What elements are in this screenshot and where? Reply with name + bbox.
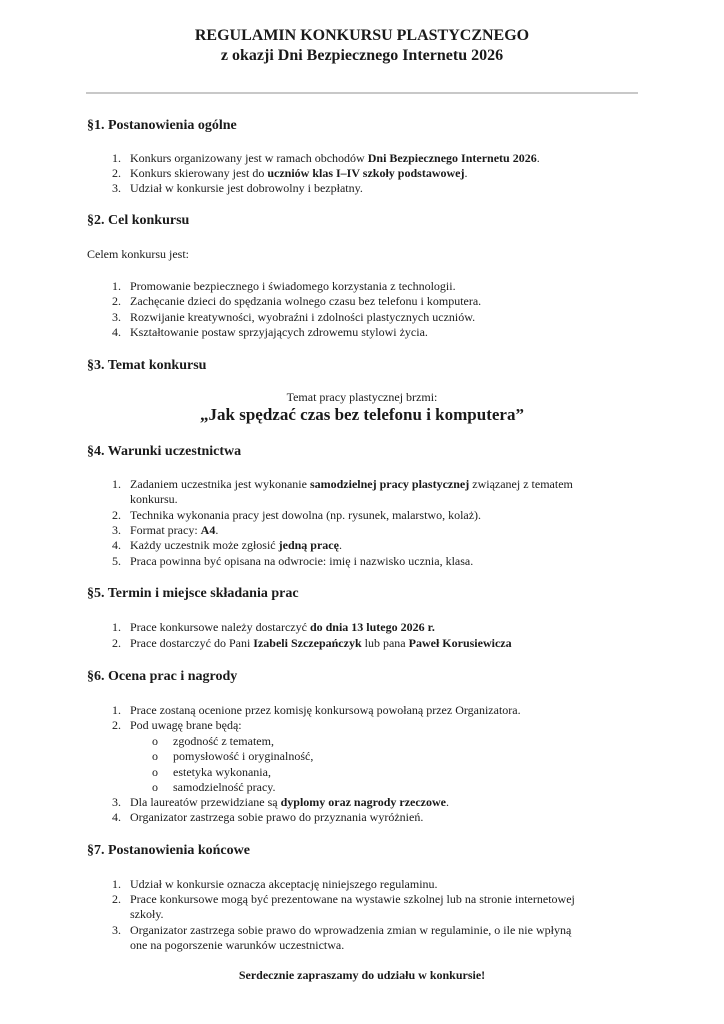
section-6-heading: §6. Ocena prac i nagrody [87,669,238,684]
list-number: 1. [112,703,121,717]
list-item: Prace konkursowe mogą być prezentowane na wystawie szkolnej lub na stronie internetowej [130,892,575,906]
section-3-heading: §3. Temat konkursu [87,358,207,373]
section-4-heading: §4. Warunki uczestnictwa [87,444,242,459]
list-item: Każdy uczestnik może zgłosić jedną pracę. [130,538,342,552]
list-number: 4. [112,810,121,824]
list-number: 4. [112,325,121,339]
list-item-continuation: szkoły. [130,907,164,921]
bullet-marker: o [152,734,158,748]
list-item: Promowanie bezpiecznego i świadomego korzystania z technologii. [130,279,456,293]
section-2-intro: Celem konkursu jest: [87,247,189,261]
bullet-marker: o [152,765,158,779]
list-number: 2. [112,166,121,180]
list-number: 2. [112,508,121,522]
list-item: Konkurs skierowany jest do uczniów klas I–IV szkoły podstawowej. [130,166,468,180]
theme-intro: Temat pracy plastycznej brzmi: [286,390,438,404]
document-subtitle: z okazji Dni Bezpiecznego Internetu 2026 [220,47,504,64]
title-divider [86,92,638,94]
list-number: 2. [112,892,121,906]
list-number: 1. [112,477,121,491]
list-number: 3. [112,795,121,809]
list-item: Rozwijanie kreatywności, wyobraźni i zdolności plastycznych uczniów. [130,310,476,324]
list-number: 1. [112,877,121,891]
list-item-continuation: one na pogorszenie warunków uczestnictwa. [130,938,345,952]
list-number: 5. [112,554,121,568]
list-number: 1. [112,279,121,293]
list-number: 1. [112,151,121,165]
list-item-continuation: konkursu. [130,492,178,506]
list-item: Praca powinna być opisana na odwrocie: imię i nazwisko ucznia, klasa. [130,554,474,568]
list-item: Organizator zastrzega sobie prawo do przyznania wyróżnień. [130,810,424,824]
list-number: 2. [112,718,121,732]
list-item: Format pracy: A4. [130,523,219,537]
list-number: 3. [112,523,121,537]
list-number: 2. [112,636,121,650]
list-number: 3. [112,310,121,324]
list-item: Prace konkursowe należy dostarczyć do dnia 13 lutego 2026 r. [130,620,435,634]
list-item: Prace zostaną ocenione przez komisję konkursową powołaną przez Organizatora. [130,703,521,717]
list-item: Udział w konkursie oznacza akceptację niniejszego regulaminu. [130,877,438,891]
sub-list-item: samodzielność pracy. [173,780,276,794]
sub-list-item: zgodność z tematem, [173,734,274,748]
list-number: 3. [112,923,121,937]
document-title: REGULAMIN KONKURSU PLASTYCZNEGO [194,27,530,44]
list-item: Zadaniem uczestnika jest wykonanie samodzielnej pracy plastycznej związanej z tematem [130,477,573,491]
bullet-marker: o [152,780,158,794]
sub-list-item: estetyka wykonania, [173,765,271,779]
list-number: 4. [112,538,121,552]
bullet-marker: o [152,749,158,763]
list-number: 1. [112,620,121,634]
section-1-heading: §1. Postanowienia ogólne [87,118,237,133]
closing-invitation: Serdecznie zapraszamy do udziału w konkursie! [238,968,486,982]
list-number: 2. [112,294,121,308]
section-2-heading: §2. Cel konkursu [87,213,190,228]
sub-list-item: pomysłowość i oryginalność, [173,749,314,763]
list-item: Dla laureatów przewidziane są dyplomy oraz nagrody rzeczowe. [130,795,450,809]
list-item: Kształtowanie postaw sprzyjających zdrowemu stylowi życia. [130,325,428,339]
list-item: Udział w konkursie jest dobrowolny i bezpłatny. [130,181,363,195]
list-item: Prace dostarczyć do Pani Izabeli Szczepańczyk lub pana Paweł Korusiewicza [130,636,512,650]
theme-title: „Jak spędzać czas bez telefonu i komputera” [200,405,524,424]
list-item: Organizator zastrzega sobie prawo do wprowadzenia zmian w regulaminie, o ile nie wpłyną [130,923,572,937]
list-item: Konkurs organizowany jest w ramach obchodów Dni Bezpiecznego Internetu 2026. [130,151,540,165]
list-item: Zachęcanie dzieci do spędzania wolnego czasu bez telefonu i komputera. [130,294,482,308]
list-item: Pod uwagę brane będą: [130,718,242,732]
section-5-heading: §5. Termin i miejsce składania prac [87,586,299,601]
list-item: Technika wykonania pracy jest dowolna (np. rysunek, malarstwo, kolaż). [130,508,482,522]
section-7-heading: §7. Postanowienia końcowe [87,843,250,858]
list-number: 3. [112,181,121,195]
